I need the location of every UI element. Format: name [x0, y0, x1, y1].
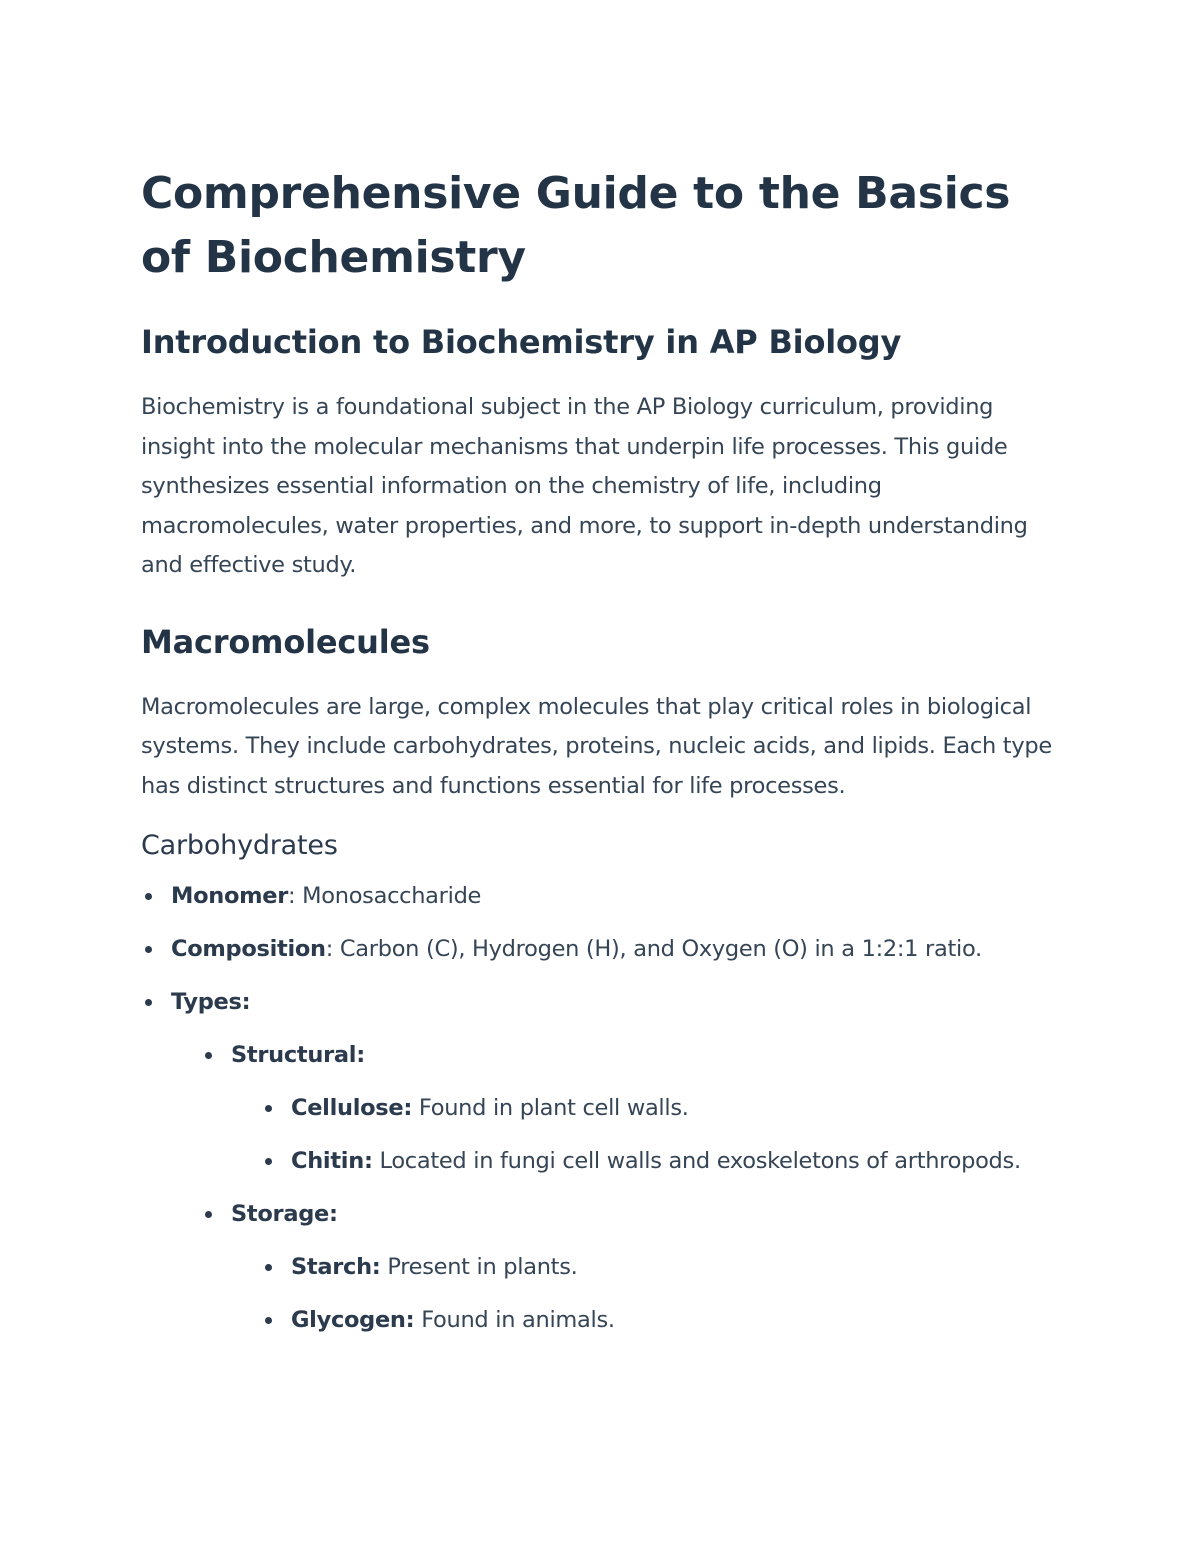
term-composition: Composition [171, 936, 326, 962]
storage-list [261, 1249, 1061, 1338]
types-list [201, 1037, 1061, 1338]
term-separator: : [288, 883, 296, 909]
bullet-icon [205, 1211, 212, 1218]
bullet-icon [205, 1052, 212, 1059]
term-starch: Starch [291, 1254, 372, 1280]
chitin-text: Located in fungi cell walls and exoskeletons of arthropods. [372, 1148, 1021, 1174]
list-item-storage [201, 1196, 1061, 1338]
list-item-glycogen [261, 1302, 1061, 1338]
term-separator: : [405, 1307, 415, 1333]
term-separator: : [356, 1042, 365, 1068]
list-item-types [141, 984, 1061, 1338]
composition-text: Carbon (C), Hydrogen (H), and Oxygen (O) in a 1:2:1 ratio. [333, 936, 982, 962]
macromolecules-paragraph: Macromolecules are large, complex molecules that play critical roles in biological systems. They include carbohydrates, proteins, nucleic acids, and lipids. Each type has distinct structures and functions essential for life processes. [141, 693, 1052, 799]
bullet-icon [265, 1317, 272, 1324]
macromolecules-heading: Macromolecules [141, 622, 430, 661]
term-separator: : [371, 1254, 381, 1280]
term-glycogen: Glycogen [291, 1307, 406, 1333]
term-storage: Storage [231, 1201, 329, 1227]
term-separator: : [328, 1201, 338, 1227]
term-separator: : [363, 1148, 373, 1174]
term-separator: : [241, 989, 251, 1015]
term-monomer: Monomer [171, 883, 289, 909]
term-types: Types [171, 989, 242, 1015]
list-item-structural [201, 1037, 1061, 1179]
bullet-icon [145, 999, 152, 1006]
term-structural: Structural [231, 1042, 357, 1068]
glycogen-text: Found in animals. [414, 1307, 615, 1333]
term-chitin: Chitin [291, 1148, 364, 1174]
list-item-chitin [261, 1143, 1061, 1179]
list-item-cellulose [261, 1090, 1061, 1126]
list-item-starch [261, 1249, 1061, 1285]
bullet-icon [265, 1158, 272, 1165]
monomer-text: Monosaccharide [295, 883, 482, 909]
document-title: Comprehensive Guide to the Basics of Biochemistry [141, 168, 1011, 283]
starch-text: Present in plants. [380, 1254, 578, 1280]
list-item-monomer [141, 878, 1061, 914]
document-page [141, 162, 1061, 1355]
structural-list [261, 1090, 1061, 1179]
intro-heading: Introduction to Biochemistry in AP Biology [141, 323, 902, 361]
term-cellulose: Cellulose [291, 1095, 404, 1121]
carbohydrates-list [141, 878, 1061, 1338]
list-item-composition [141, 931, 1061, 967]
intro-paragraph: Biochemistry is a foundational subject in the AP Biology curriculum, providing insight into the molecular mechanisms that underpin life processes. This guide synthesizes essential information on the chemistry of life, including macromolecules, water properties, and more, to support in-depth understanding and effective study. [141, 394, 1028, 578]
bullet-icon [265, 1105, 272, 1112]
carbohydrates-heading: Carbohydrates [141, 830, 338, 861]
bullet-icon [265, 1264, 272, 1271]
bullet-icon [145, 893, 152, 900]
term-separator: : [403, 1095, 413, 1121]
bullet-icon [145, 946, 152, 953]
cellulose-text: Found in plant cell walls. [412, 1095, 689, 1121]
term-separator: : [325, 936, 334, 962]
